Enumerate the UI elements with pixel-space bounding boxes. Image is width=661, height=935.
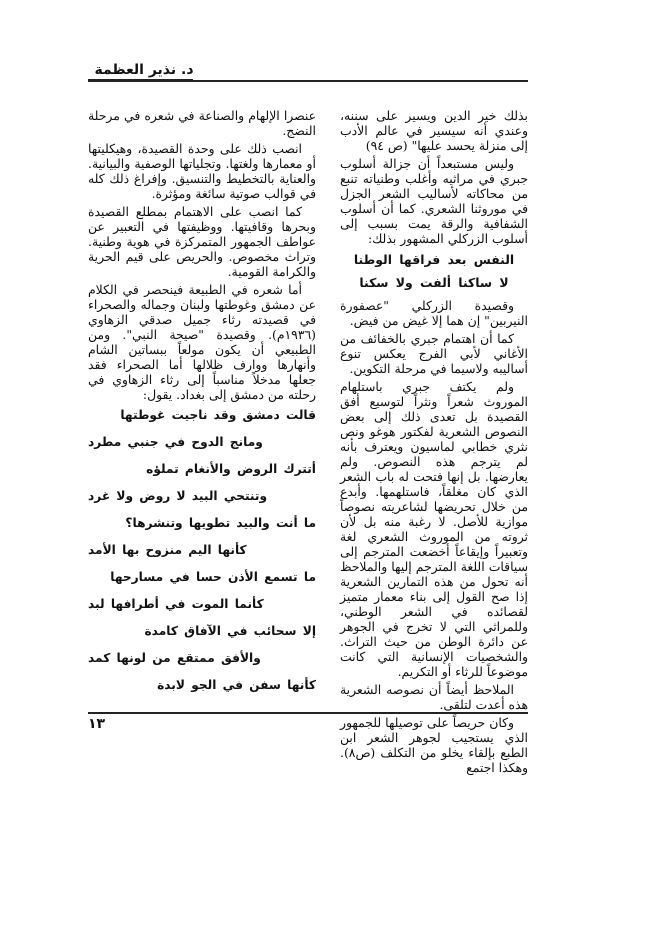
poem <box>88 408 316 693</box>
footer-rule <box>88 712 528 714</box>
paragraph: انصب ذلك على وحدة القصيدة، وهيكليتها أو معمارها ولغتها. وتجلياتها الوصفية والبيانية. والعناية بالتخطيط والتنسيق. وإفراغ ذلك كله في قوالب صوتية سائغة ومؤثرة. <box>88 141 316 201</box>
poem-verse: قالت دمشق وقد ناجيت غوطتها <box>120 408 316 422</box>
poem-verse: ما تسمع الأذن حسا في مسارحها <box>110 570 316 584</box>
header-author: د. نذير العظمة <box>94 62 194 78</box>
paragraph: ولم يكتف جبري باستلهام الموروث شعراً ونثراً لتوسيع أفق القصيدة بل تعدى ذلك إلى بعض النصوص الشعرية لفكتور هوغو ونص نثري خطابي لماسيون ويعترف بأنه لم يترجم هذه النصوص. ولم يعارضها. بل إنها فتحت له باب الشعر الذي كان مغلقاً، فاستلهمها. وأبدع من خلال تحريضها لشاعريته نصوصاً موازية للأصل. لا رغبة منه بل لأن ثروته من الموروث الشعري لغة وتعبيراً وإيقاعاً أخضعت المترجم إلى سياقات اللغة المترجم إليها والملاحظ أنه تحول من هذه التمارين الشعرية إذا صح القول إلى بناء معمار متميز لقصائده في الشعر الوطني، وللمراثي التي لا تخرج في الجوهر عن دائرة الوطن من حيث التراث. والشخصيات الإنسانية التي كانت موضوعاً للرثاء أو التكريم. <box>340 379 528 679</box>
right-column <box>340 108 528 778</box>
poem-verse: كأنها سفن في الجو لابدة <box>157 678 316 692</box>
paragraph: أما شعره في الطبيعة فينحصر في الكلام عن دمشق وغوطتها ولبنان وجماله والصحراء في قصيدته رثاء جميل صدقي الزهاوي (١٩٣٦م). وقصيدة "صيحة النبي". ومن الطبيعي أن يكون مولعاً ببساتين الشام وأنهارها ووارف ظلالها أما الصحراء فقد جعلها مدخلاً مناسباً إلى رثاء الزهاوي في رحلته من دمشق إلى بغداد. يقول: <box>88 282 316 402</box>
paragraph: عنصرا الإلهام والصناعة في شعره في مرحلة النضج. <box>88 108 316 138</box>
paragraph: وكان حريصاً على توصيلها للجمهور الذي يستجيب لجوهر الشعر ابن الطبع بإلقاء يخلو من التكلف (ص٨). وهكذا اجتمع <box>340 715 528 775</box>
paragraph: كما أن اهتمام جبري بالخفائف من الأغاني لأبي الفرج يعكس تنوع أساليبه ولاسيما في مرحلة التكوين. <box>340 331 528 376</box>
poem-verse: كأنها اليم منزوح بها الأمد <box>88 543 247 557</box>
poem-verse: ما أنت والبيد تطويها وتنشرها؟ <box>125 516 316 530</box>
paragraph: وليس مستبعداً أن جزالة أسلوب جبري في مراثيه وأغلب وطنياته تنبع من محاكاته لأساليب الشعر الجزل في موروثنا الشعري. كما أن أسلوب الشفافية والرقة يمت بسبب إلى أسلوب الزركلي المشهور بذلك: <box>340 156 528 246</box>
left-column <box>88 108 316 705</box>
page-number: ١٣ <box>88 716 106 732</box>
paragraph: كما انصب على الاهتمام بمطلع القصيدة وبحرها وقافيتها. ووظيفتها في التعبير عن عواطف الجمهور المتمركزة في هوية وطنية. وتراث مخصوص. والحريص على قيم الحرية والكرامة القومية. <box>88 204 316 279</box>
poem-verse: والأفق ممتقع من لونها كمد <box>88 651 261 665</box>
paragraph: وقصيدة الزركلي "عصفورة النيربين" إن هما إلا غيض من فيض. <box>340 298 528 328</box>
verse-hemistich: النفس بعد فراقها الوطنا <box>353 252 515 267</box>
poem-verse: إلا سحائب في الآفاق كامدة <box>144 624 316 638</box>
poem-verse: ومانج الدوح في جنبي مطرد <box>88 435 263 449</box>
paragraph: الملاحظ أيضاً أن نصوصه الشعرية هذه أعدت لتلقى. <box>340 682 528 712</box>
poem-verse: أتترك الروض والأنغام تملؤه <box>146 462 316 476</box>
paragraph: بذلك خير الدين ويسير على سننه، وعندي أنه سيسير في عالم الأدب إلى منزلة يحسد عليها" (ص ٩٤) <box>340 108 528 153</box>
poem-verse: وتنتحي البيد لا روض ولا غرد <box>88 489 268 503</box>
verse-hemistich: لا ساكنا ألفت ولا سكنا <box>359 275 509 290</box>
header-rule-accent <box>88 79 193 81</box>
poem-verse: كأنما الموت في أطرافها لبد <box>88 597 264 611</box>
